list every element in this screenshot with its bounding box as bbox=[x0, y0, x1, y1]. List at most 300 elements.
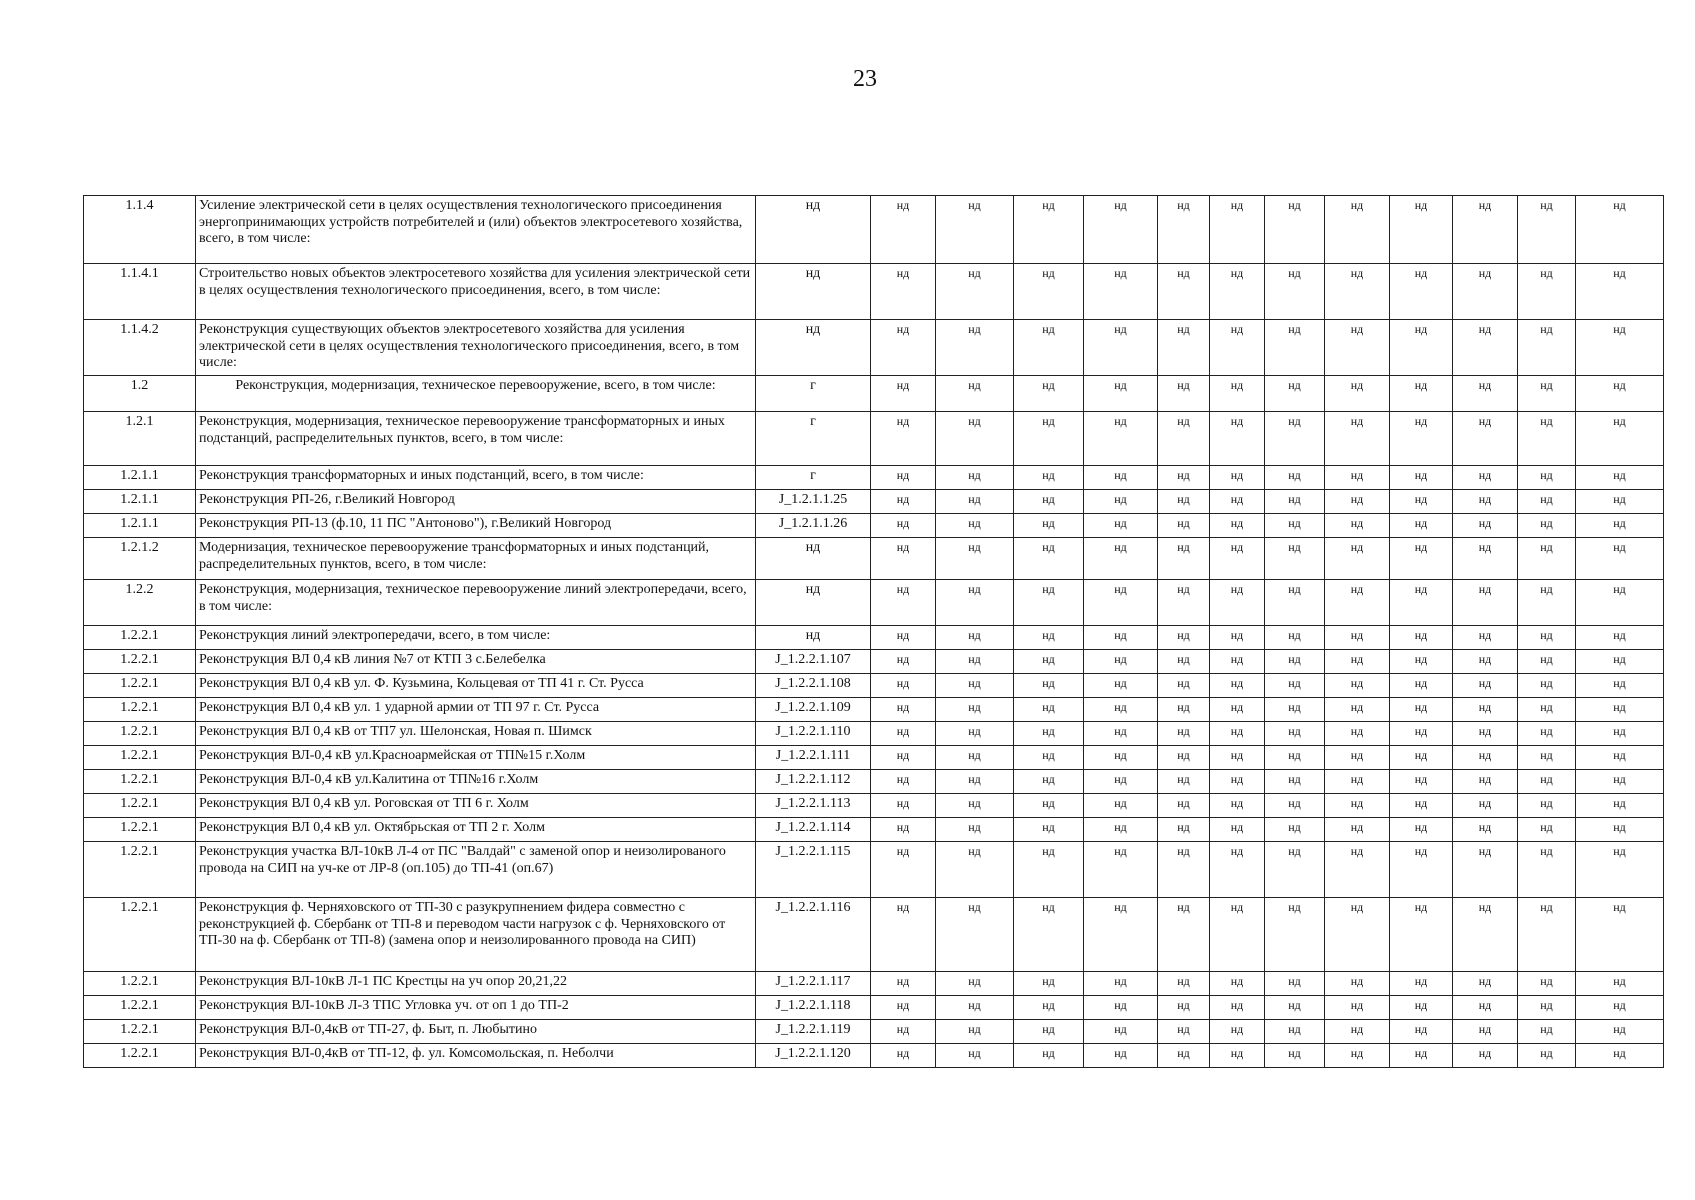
row-id-cell: г bbox=[756, 376, 871, 412]
row-id-cell: J_1.2.2.1.120 bbox=[756, 1044, 871, 1068]
row-value-cell: нд bbox=[1325, 490, 1390, 514]
row-code-cell: 1.2 bbox=[84, 376, 196, 412]
row-value-cell: нд bbox=[1084, 972, 1158, 996]
row-value-cell: нд bbox=[1453, 538, 1518, 580]
row-code-cell: 1.2.1.2 bbox=[84, 538, 196, 580]
row-value-cell: нд bbox=[1576, 898, 1664, 972]
row-value-cell: нд bbox=[1518, 698, 1576, 722]
row-value-cell: нд bbox=[1084, 746, 1158, 770]
row-name-cell: Реконструкция ВЛ-0,4кВ от ТП-12, ф. ул. Комсомольская, п. Неболчи bbox=[196, 1044, 756, 1068]
row-value-cell: нд bbox=[1158, 842, 1210, 898]
row-value-cell: нд bbox=[1325, 466, 1390, 490]
row-code-cell: 1.2.2.1 bbox=[84, 1044, 196, 1068]
row-id-cell: нд bbox=[756, 196, 871, 264]
row-value-cell: нд bbox=[1453, 650, 1518, 674]
row-value-cell: нд bbox=[1453, 412, 1518, 466]
row-value-cell: нд bbox=[1576, 376, 1664, 412]
row-value-cell: нд bbox=[936, 626, 1014, 650]
row-value-cell: нд bbox=[1265, 376, 1325, 412]
row-code-cell: 1.2.1.1 bbox=[84, 490, 196, 514]
row-value-cell: нд bbox=[1325, 1044, 1390, 1068]
row-value-cell: нд bbox=[1265, 466, 1325, 490]
row-name-cell: Реконструкция ВЛ 0,4 кВ ул. Роговская от ТП 6 г. Холм bbox=[196, 794, 756, 818]
row-value-cell: нд bbox=[871, 650, 936, 674]
row-value-cell: нд bbox=[1084, 412, 1158, 466]
row-value-cell: нд bbox=[1014, 650, 1084, 674]
row-value-cell: нд bbox=[1518, 626, 1576, 650]
row-value-cell: нд bbox=[1014, 264, 1084, 320]
row-id-cell: J_1.2.2.1.108 bbox=[756, 674, 871, 698]
row-value-cell: нд bbox=[871, 794, 936, 818]
row-id-cell: J_1.2.2.1.118 bbox=[756, 996, 871, 1020]
row-value-cell: нд bbox=[871, 818, 936, 842]
row-id-cell: J_1.2.2.1.117 bbox=[756, 972, 871, 996]
table-row bbox=[84, 898, 1664, 972]
table-row bbox=[84, 1020, 1664, 1044]
row-value-cell: нд bbox=[1518, 996, 1576, 1020]
row-code-cell: 1.2.2.1 bbox=[84, 674, 196, 698]
row-value-cell: нд bbox=[936, 972, 1014, 996]
row-value-cell: нд bbox=[871, 490, 936, 514]
row-value-cell: нд bbox=[1390, 196, 1453, 264]
row-name-cell: Реконструкция ВЛ 0,4 кВ от ТП7 ул. Шелонская, Новая п. Шимск bbox=[196, 722, 756, 746]
row-value-cell: нд bbox=[1325, 412, 1390, 466]
row-name-cell: Усиление электрической сети в целях осуществления технологического присоединения энергопринимающих устройств потребителей и (или) объектов электросетевого хозяйства, всего, в том числе: bbox=[196, 196, 756, 264]
row-value-cell: нд bbox=[1576, 794, 1664, 818]
row-value-cell: нд bbox=[1014, 794, 1084, 818]
row-value-cell: нд bbox=[1453, 746, 1518, 770]
row-value-cell: нд bbox=[1453, 996, 1518, 1020]
row-value-cell: нд bbox=[1576, 770, 1664, 794]
row-code-cell: 1.2.2.1 bbox=[84, 972, 196, 996]
row-value-cell: нд bbox=[1518, 1044, 1576, 1068]
row-value-cell: нд bbox=[871, 580, 936, 626]
row-value-cell: нд bbox=[1390, 538, 1453, 580]
row-value-cell: нд bbox=[1576, 490, 1664, 514]
row-value-cell: нд bbox=[1453, 722, 1518, 746]
row-value-cell: нд bbox=[1390, 842, 1453, 898]
row-value-cell: нд bbox=[936, 466, 1014, 490]
row-value-cell: нд bbox=[871, 196, 936, 264]
row-value-cell: нд bbox=[1453, 466, 1518, 490]
row-value-cell: нд bbox=[1453, 674, 1518, 698]
row-value-cell: нд bbox=[1576, 320, 1664, 376]
table-row bbox=[84, 320, 1664, 376]
row-value-cell: нд bbox=[1210, 264, 1265, 320]
row-value-cell: нд bbox=[1014, 538, 1084, 580]
row-code-cell: 1.1.4.1 bbox=[84, 264, 196, 320]
row-value-cell: нд bbox=[1576, 674, 1664, 698]
row-value-cell: нд bbox=[1210, 898, 1265, 972]
row-value-cell: нд bbox=[1084, 196, 1158, 264]
row-value-cell: нд bbox=[1158, 514, 1210, 538]
row-value-cell: нд bbox=[1453, 1020, 1518, 1044]
row-value-cell: нд bbox=[1084, 264, 1158, 320]
row-name-cell: Модернизация, техническое перевооружение трансформаторных и иных подстанций, распределительных пунктов, всего, в том числе: bbox=[196, 538, 756, 580]
row-value-cell: нд bbox=[1518, 794, 1576, 818]
row-value-cell: нд bbox=[1390, 320, 1453, 376]
row-id-cell: J_1.2.2.1.107 bbox=[756, 650, 871, 674]
row-value-cell: нд bbox=[1265, 996, 1325, 1020]
row-value-cell: нд bbox=[1084, 674, 1158, 698]
row-value-cell: нд bbox=[1325, 1020, 1390, 1044]
row-value-cell: нд bbox=[1265, 972, 1325, 996]
row-value-cell: нд bbox=[1576, 972, 1664, 996]
row-id-cell: нд bbox=[756, 320, 871, 376]
row-value-cell: нд bbox=[1084, 320, 1158, 376]
row-value-cell: нд bbox=[1518, 674, 1576, 698]
row-value-cell: нд bbox=[1210, 770, 1265, 794]
row-value-cell: нд bbox=[1518, 196, 1576, 264]
row-value-cell: нд bbox=[1014, 466, 1084, 490]
row-value-cell: нд bbox=[1084, 794, 1158, 818]
row-code-cell: 1.1.4 bbox=[84, 196, 196, 264]
row-value-cell: нд bbox=[1390, 1044, 1453, 1068]
row-value-cell: нд bbox=[1325, 514, 1390, 538]
row-code-cell: 1.2.2.1 bbox=[84, 794, 196, 818]
row-value-cell: нд bbox=[1084, 818, 1158, 842]
row-value-cell: нд bbox=[1265, 1044, 1325, 1068]
row-value-cell: нд bbox=[1014, 770, 1084, 794]
row-value-cell: нд bbox=[1210, 996, 1265, 1020]
row-code-cell: 1.2.2.1 bbox=[84, 1020, 196, 1044]
row-name-cell: Реконструкция ВЛ 0,4 кВ линия №7 от КТП 3 с.Белебелка bbox=[196, 650, 756, 674]
row-value-cell: нд bbox=[936, 674, 1014, 698]
row-value-cell: нд bbox=[1084, 996, 1158, 1020]
row-value-cell: нд bbox=[936, 376, 1014, 412]
row-value-cell: нд bbox=[1210, 1044, 1265, 1068]
row-value-cell: нд bbox=[1390, 818, 1453, 842]
row-code-cell: 1.2.2.1 bbox=[84, 818, 196, 842]
row-value-cell: нд bbox=[1453, 898, 1518, 972]
row-value-cell: нд bbox=[1576, 722, 1664, 746]
row-value-cell: нд bbox=[1210, 794, 1265, 818]
row-value-cell: нд bbox=[1265, 770, 1325, 794]
row-value-cell: нд bbox=[871, 376, 936, 412]
row-value-cell: нд bbox=[1576, 1020, 1664, 1044]
row-value-cell: нд bbox=[1325, 722, 1390, 746]
row-code-cell: 1.2.1.1 bbox=[84, 514, 196, 538]
row-value-cell: нд bbox=[936, 818, 1014, 842]
row-code-cell: 1.2.2.1 bbox=[84, 698, 196, 722]
row-value-cell: нд bbox=[1325, 996, 1390, 1020]
row-value-cell: нд bbox=[1453, 794, 1518, 818]
row-value-cell: нд bbox=[1014, 1044, 1084, 1068]
row-value-cell: нд bbox=[1576, 626, 1664, 650]
row-value-cell: нд bbox=[1453, 320, 1518, 376]
row-id-cell: нд bbox=[756, 264, 871, 320]
row-value-cell: нд bbox=[1576, 412, 1664, 466]
row-value-cell: нд bbox=[871, 320, 936, 376]
row-value-cell: нд bbox=[1576, 650, 1664, 674]
row-value-cell: нд bbox=[1576, 514, 1664, 538]
row-value-cell: нд bbox=[1265, 490, 1325, 514]
row-value-cell: нд bbox=[1014, 746, 1084, 770]
row-value-cell: нд bbox=[1265, 320, 1325, 376]
row-value-cell: нд bbox=[1084, 650, 1158, 674]
row-value-cell: нд bbox=[936, 1044, 1014, 1068]
row-value-cell: нд bbox=[1390, 626, 1453, 650]
row-value-cell: нд bbox=[1518, 264, 1576, 320]
page-number: 23 bbox=[853, 66, 877, 92]
row-name-cell: Реконструкция РП-13 (ф.10, 11 ПС "Антоново"), г.Великий Новгород bbox=[196, 514, 756, 538]
table-row bbox=[84, 842, 1664, 898]
row-value-cell: нд bbox=[1210, 580, 1265, 626]
row-code-cell: 1.2.2.1 bbox=[84, 746, 196, 770]
row-value-cell: нд bbox=[1265, 1020, 1325, 1044]
row-value-cell: нд bbox=[1210, 746, 1265, 770]
row-id-cell: J_1.2.1.1.25 bbox=[756, 490, 871, 514]
row-name-cell: Реконструкция существующих объектов электросетевого хозяйства для усиления электрической сети в целях осуществления технологического присоединения, всего, в том числе: bbox=[196, 320, 756, 376]
row-id-cell: г bbox=[756, 466, 871, 490]
table-row bbox=[84, 698, 1664, 722]
row-value-cell: нд bbox=[936, 538, 1014, 580]
row-value-cell: нд bbox=[1265, 698, 1325, 722]
table-row bbox=[84, 972, 1664, 996]
row-id-cell: J_1.2.1.1.26 bbox=[756, 514, 871, 538]
row-id-cell: J_1.2.2.1.109 bbox=[756, 698, 871, 722]
row-value-cell: нд bbox=[1210, 722, 1265, 746]
row-value-cell: нд bbox=[936, 490, 1014, 514]
row-value-cell: нд bbox=[1158, 794, 1210, 818]
row-value-cell: нд bbox=[1158, 1020, 1210, 1044]
row-value-cell: нд bbox=[1518, 898, 1576, 972]
row-name-cell: Реконструкция, модернизация, техническое перевооружение, всего, в том числе: bbox=[196, 376, 756, 412]
row-value-cell: нд bbox=[936, 698, 1014, 722]
row-value-cell: нд bbox=[936, 196, 1014, 264]
row-value-cell: нд bbox=[1453, 818, 1518, 842]
row-value-cell: нд bbox=[1158, 412, 1210, 466]
table-row bbox=[84, 626, 1664, 650]
row-value-cell: нд bbox=[1210, 818, 1265, 842]
row-value-cell: нд bbox=[1210, 842, 1265, 898]
row-value-cell: нд bbox=[1325, 698, 1390, 722]
row-value-cell: нд bbox=[936, 1020, 1014, 1044]
table-row bbox=[84, 674, 1664, 698]
row-name-cell: Реконструкция ВЛ 0,4 кВ ул. Октябрьская от ТП 2 г. Холм bbox=[196, 818, 756, 842]
row-value-cell: нд bbox=[1210, 490, 1265, 514]
row-name-cell: Реконструкция участка ВЛ-10кВ Л-4 от ПС "Валдай" с заменой опор и неизолированого провода на СИП на уч-ке от ЛР-8 (оп.105) до ТП-41 (оп.67) bbox=[196, 842, 756, 898]
row-value-cell: нд bbox=[1518, 1020, 1576, 1044]
row-value-cell: нд bbox=[1158, 1044, 1210, 1068]
row-value-cell: нд bbox=[936, 770, 1014, 794]
row-value-cell: нд bbox=[1014, 898, 1084, 972]
row-value-cell: нд bbox=[1014, 580, 1084, 626]
row-value-cell: нд bbox=[1210, 972, 1265, 996]
row-name-cell: Реконструкция ВЛ 0,4 кВ ул. 1 ударной армии от ТП 97 г. Ст. Русса bbox=[196, 698, 756, 722]
row-value-cell: нд bbox=[871, 746, 936, 770]
row-value-cell: нд bbox=[1158, 264, 1210, 320]
row-value-cell: нд bbox=[1453, 376, 1518, 412]
row-value-cell: нд bbox=[1014, 514, 1084, 538]
row-value-cell: нд bbox=[1014, 376, 1084, 412]
row-value-cell: нд bbox=[1014, 412, 1084, 466]
row-value-cell: нд bbox=[936, 514, 1014, 538]
row-value-cell: нд bbox=[1453, 514, 1518, 538]
row-value-cell: нд bbox=[1390, 1020, 1453, 1044]
row-name-cell: Реконструкция ВЛ 0,4 кВ ул. Ф. Кузьмина, Кольцевая от ТП 41 г. Ст. Русса bbox=[196, 674, 756, 698]
row-value-cell: нд bbox=[1158, 746, 1210, 770]
row-value-cell: нд bbox=[1518, 818, 1576, 842]
row-value-cell: нд bbox=[1265, 898, 1325, 972]
row-value-cell: нд bbox=[871, 514, 936, 538]
table-row bbox=[84, 196, 1664, 264]
row-value-cell: нд bbox=[1084, 538, 1158, 580]
row-code-cell: 1.1.4.2 bbox=[84, 320, 196, 376]
row-name-cell: Реконструкция, модернизация, техническое перевооружение линий электропередачи, всего, в том числе: bbox=[196, 580, 756, 626]
row-value-cell: нд bbox=[1014, 320, 1084, 376]
row-value-cell: нд bbox=[1265, 264, 1325, 320]
row-value-cell: нд bbox=[1265, 580, 1325, 626]
row-value-cell: нд bbox=[1210, 538, 1265, 580]
row-value-cell: нд bbox=[1453, 972, 1518, 996]
row-id-cell: J_1.2.2.1.111 bbox=[756, 746, 871, 770]
row-code-cell: 1.2.2.1 bbox=[84, 650, 196, 674]
row-value-cell: нд bbox=[1084, 490, 1158, 514]
row-id-cell: нд bbox=[756, 538, 871, 580]
row-value-cell: нд bbox=[1390, 698, 1453, 722]
row-value-cell: нд bbox=[1390, 996, 1453, 1020]
row-value-cell: нд bbox=[871, 972, 936, 996]
row-value-cell: нд bbox=[1518, 722, 1576, 746]
row-value-cell: нд bbox=[1390, 674, 1453, 698]
row-value-cell: нд bbox=[1210, 514, 1265, 538]
table-row bbox=[84, 1044, 1664, 1068]
row-value-cell: нд bbox=[1084, 466, 1158, 490]
row-value-cell: нд bbox=[1518, 412, 1576, 466]
row-value-cell: нд bbox=[1265, 842, 1325, 898]
row-value-cell: нд bbox=[1518, 770, 1576, 794]
row-value-cell: нд bbox=[871, 538, 936, 580]
row-value-cell: нд bbox=[1158, 650, 1210, 674]
row-id-cell: J_1.2.2.1.113 bbox=[756, 794, 871, 818]
row-value-cell: нд bbox=[1158, 538, 1210, 580]
row-value-cell: нд bbox=[936, 898, 1014, 972]
row-name-cell: Реконструкция линий электропередачи, всего, в том числе: bbox=[196, 626, 756, 650]
row-name-cell: Реконструкция ВЛ-0,4 кВ ул.Калитина от ТП№16 г.Холм bbox=[196, 770, 756, 794]
row-value-cell: нд bbox=[1390, 466, 1453, 490]
row-id-cell: J_1.2.2.1.110 bbox=[756, 722, 871, 746]
table-row bbox=[84, 794, 1664, 818]
table-row bbox=[84, 818, 1664, 842]
row-code-cell: 1.2.2.1 bbox=[84, 770, 196, 794]
row-value-cell: нд bbox=[936, 650, 1014, 674]
row-value-cell: нд bbox=[1265, 746, 1325, 770]
row-value-cell: нд bbox=[1265, 412, 1325, 466]
row-value-cell: нд bbox=[1014, 674, 1084, 698]
row-value-cell: нд bbox=[1325, 898, 1390, 972]
row-value-cell: нд bbox=[1518, 842, 1576, 898]
row-value-cell: нд bbox=[1518, 972, 1576, 996]
row-value-cell: нд bbox=[1390, 972, 1453, 996]
row-value-cell: нд bbox=[936, 746, 1014, 770]
row-value-cell: нд bbox=[1210, 650, 1265, 674]
row-value-cell: нд bbox=[1390, 376, 1453, 412]
row-value-cell: нд bbox=[1576, 580, 1664, 626]
row-value-cell: нд bbox=[1084, 1020, 1158, 1044]
row-value-cell: нд bbox=[1084, 842, 1158, 898]
row-value-cell: нд bbox=[871, 898, 936, 972]
row-code-cell: 1.2.2.1 bbox=[84, 996, 196, 1020]
row-value-cell: нд bbox=[1325, 650, 1390, 674]
row-name-cell: Реконструкция ф. Черняховского от ТП-30 с разукрупнением фидера совместно с реконструкцией ф. Сбербанк от ТП-8 и переводом части нагрузок с ф. Черняховского от ТП-30 на ф. Сбербанк от ТП-8) (замена опор и неизолированного провода на СИП) bbox=[196, 898, 756, 972]
row-value-cell: нд bbox=[1576, 538, 1664, 580]
row-value-cell: нд bbox=[1014, 698, 1084, 722]
row-value-cell: нд bbox=[1210, 376, 1265, 412]
row-value-cell: нд bbox=[1265, 818, 1325, 842]
row-value-cell: нд bbox=[1325, 972, 1390, 996]
table-row bbox=[84, 466, 1664, 490]
row-value-cell: нд bbox=[1325, 626, 1390, 650]
row-name-cell: Строительство новых объектов электросетевого хозяйства для усиления электрической сети в целях осуществления технологического присоединения, всего, в том числе: bbox=[196, 264, 756, 320]
row-id-cell: J_1.2.2.1.112 bbox=[756, 770, 871, 794]
row-value-cell: нд bbox=[1390, 898, 1453, 972]
row-value-cell: нд bbox=[1576, 818, 1664, 842]
row-value-cell: нд bbox=[1158, 376, 1210, 412]
row-value-cell: нд bbox=[1325, 376, 1390, 412]
row-id-cell: J_1.2.2.1.114 bbox=[756, 818, 871, 842]
row-value-cell: нд bbox=[1084, 626, 1158, 650]
row-value-cell: нд bbox=[1576, 746, 1664, 770]
row-value-cell: нд bbox=[1576, 196, 1664, 264]
row-value-cell: нд bbox=[936, 842, 1014, 898]
row-value-cell: нд bbox=[1265, 514, 1325, 538]
table-row bbox=[84, 746, 1664, 770]
row-value-cell: нд bbox=[936, 264, 1014, 320]
row-code-cell: 1.2.1.1 bbox=[84, 466, 196, 490]
row-name-cell: Реконструкция ВЛ-10кВ Л-1 ПС Крестцы на уч опор 20,21,22 bbox=[196, 972, 756, 996]
row-value-cell: нд bbox=[1158, 674, 1210, 698]
row-value-cell: нд bbox=[1084, 376, 1158, 412]
row-value-cell: нд bbox=[1576, 996, 1664, 1020]
row-value-cell: нд bbox=[1518, 514, 1576, 538]
row-value-cell: нд bbox=[1325, 746, 1390, 770]
row-value-cell: нд bbox=[1158, 490, 1210, 514]
row-value-cell: нд bbox=[1325, 538, 1390, 580]
row-value-cell: нд bbox=[1390, 412, 1453, 466]
row-value-cell: нд bbox=[1265, 674, 1325, 698]
row-value-cell: нд bbox=[1390, 650, 1453, 674]
row-value-cell: нд bbox=[1265, 722, 1325, 746]
table-row bbox=[84, 538, 1664, 580]
row-value-cell: нд bbox=[1390, 722, 1453, 746]
table-row bbox=[84, 650, 1664, 674]
row-value-cell: нд bbox=[871, 626, 936, 650]
row-name-cell: Реконструкция трансформаторных и иных подстанций, всего, в том числе: bbox=[196, 466, 756, 490]
row-value-cell: нд bbox=[936, 320, 1014, 376]
row-value-cell: нд bbox=[1453, 626, 1518, 650]
row-id-cell: нд bbox=[756, 626, 871, 650]
table-row bbox=[84, 514, 1664, 538]
row-value-cell: нд bbox=[1325, 320, 1390, 376]
row-value-cell: нд bbox=[871, 842, 936, 898]
row-value-cell: нд bbox=[1084, 770, 1158, 794]
row-value-cell: нд bbox=[1576, 1044, 1664, 1068]
row-value-cell: нд bbox=[1265, 196, 1325, 264]
table-row bbox=[84, 376, 1664, 412]
row-value-cell: нд bbox=[1390, 264, 1453, 320]
row-value-cell: нд bbox=[1325, 818, 1390, 842]
row-value-cell: нд bbox=[871, 722, 936, 746]
row-value-cell: нд bbox=[1158, 898, 1210, 972]
row-code-cell: 1.2.2 bbox=[84, 580, 196, 626]
row-value-cell: нд bbox=[1453, 264, 1518, 320]
row-value-cell: нд bbox=[1390, 746, 1453, 770]
row-value-cell: нд bbox=[1014, 196, 1084, 264]
row-value-cell: нд bbox=[1084, 898, 1158, 972]
row-value-cell: нд bbox=[1158, 770, 1210, 794]
row-value-cell: нд bbox=[1390, 580, 1453, 626]
